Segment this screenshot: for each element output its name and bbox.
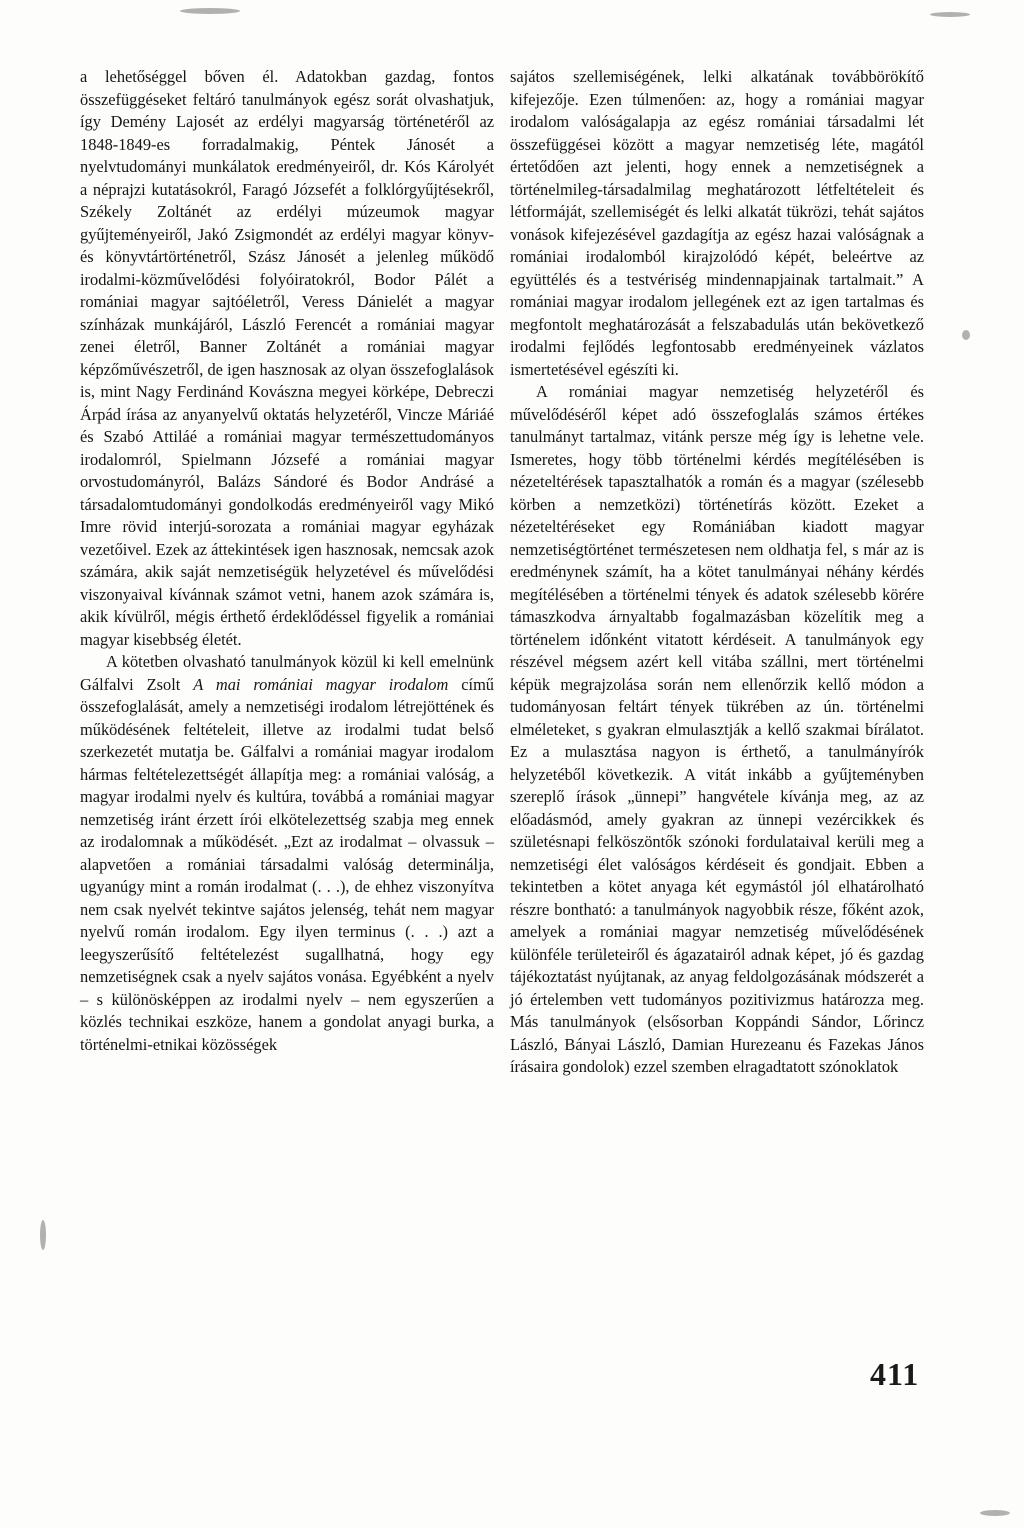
left-column	[80, 66, 494, 1056]
paragraph-text: A kötetben olvasható tanulmányok közül ki kell emelnünk Gálfalvi Zsolt	[80, 652, 494, 694]
right-column	[510, 66, 924, 1079]
scan-speck	[962, 330, 970, 340]
paragraph: a lehetőséggel bőven él. Adatokban gazdag, fontos összefüggéseket feltáró tanulmányok egész sorát olvashatjuk, így Demény Lajosét az erdélyi magyarság történetéről az 1848-1849-es forradalmakig, Péntek Jánosét a nyelvtudományi munkálatok eredményeiről, dr. Kós Károlyét a néprajzi kutatásokról, Faragó Józsefét a folklórgyűjtésekről, Székely Zoltánét az erdélyi múzeumok magyar gyűjteményeiről, Jakó Zsigmondét az erdélyi magyar könyv- és könyvtártörténetről, Szász Jánosét a jelenleg működő irodalmi-közművelődési folyóiratokról, Bodor Pálét a romániai magyar sajtóéletről, Veress Dánielét a magyar színházak munkájáról, László Ferencét a romániai magyar zenei életről, Banner Zoltánét a romániai magyar képzőművészetről, de igen hasznosak az olyan összefoglalások is, mint Nagy Ferdinánd Kovászna megyei körképe, Debreczi Árpád írása az anyanyelvű oktatás helyzetéről, Vincze Máriáé és Szabó Attiláé a romániai magyar természettudományos irodalomról, Spielmann Józsefé a romániai magyar orvostudományról, Balázs Sándoré és Bodor Andrásé a társadalomtudományi gondolkodás eredményeiről vagy Mikó Imre rövid interjú-sorozata a romániai magyar egyházak vezetőivel. Ezek az áttekintések igen hasznosak, nemcsak azok számára, akik saját nemzetiségük helyzetével és művelődési viszonyaival kívánnak számot vetni, hanem azok számára is, akik kívülről, mégis érthető érdeklődéssel figyelik a romániai magyar kisebbség életét.	[80, 67, 494, 649]
scan-speck	[40, 1220, 46, 1250]
paragraph: sajátos szellemiségének, lelki alkatának továbbörökítő kifejezője. Ezen túlmenően: az, hogy a romániai magyar irodalom valóságalapja az egész romániai társadalmi lét összefüggései között a magyar nemzetiség léte, magától értetődően azt jelenti, hogy ennek a nemzetiségnek a történelmileg-társadalmilag meghatározott létfeltételeit és létformáját, szellemiségét és lelki alkatát tükrözi, tehát sajátos vonások kifejezésével gazdagítja az egész hazai valóságnak a romániai irodalomból kirajzolódó képét, beleértve az együttélés és a testvériség mindennapjainak tartalmait.” A romániai magyar irodalom jellegének ezt az igen tartalmas és megfontolt meghatározását a felszabadulás után bekövetkező irodalmi fejlődés legfontosabb eredményeinek vázlatos ismertetésével egészíti ki.	[510, 67, 924, 379]
scan-speck	[180, 8, 240, 14]
paragraph	[80, 651, 494, 1056]
paragraph-text: című összefoglalását, amely a nemzetiségi irodalom létrejöttének és működésének feltételeit, illetve az irodalmi tudat belső szerkezetét mutatja be. Gálfalvi a romániai magyar irodalom hármas feltételezettségét állapítja meg: a romániai valóság, a magyar irodalmi nyelv és kultúra, továbbá a romániai magyar nemzetiség iránt érzett írói elkötelezettség szabja meg ennek az irodalomnak a működését. „Ezt az irodalmat – olvassuk – alapvetően a romániai társadalmi valóság determinálja, ugyanúgy mint a román irodalmat (. . .), de ehhez viszonyítva nem csak nyelvét tekintve sajátos jelenség, tehát nem magyar nyelvű román irodalom. Egy ilyen terminus (. . .) azt a leegyszerűsítő feltételezést sugallhatná, hogy egy nemzetiségnek csak a nyelv sajátos vonása. Egyébként a nyelv – s különösképpen az irodalmi nyelv – nem egyszerűen a közlés technikai eszköze, hanem a gondolat anyagi burka, a történelmi-etnikai közösségek	[80, 674, 495, 1054]
book-title: A mai romániai magyar irodalom	[193, 674, 449, 694]
page-number: 411	[870, 1356, 920, 1392]
scan-speck	[980, 1510, 1010, 1516]
scan-speck	[930, 12, 970, 17]
paragraph: A romániai magyar nemzetiség helyzetéről és művelődéséről képet adó összefoglalás számos értékes tanulmányt tartalmaz, vitánk persze még így is lehetne vele. Ismeretes, hogy több történelmi kérdés megítélésében is nézeteltérések tapasztalhatók a román és a magyar (szélesebb körben a nemzetközi) történetírás között. Ezeket a nézeteltéréseket egy Romániában kiadott magyar nemzetiségtörténet természetesen nem oldhatja fel, s már az is eredménynek számít, ha a kötet tanulmányai néhány kérdés megítélésében a történelmi tények és adatok szélesebb körére támaszkodva árnyaltabb fogalmazásban közelítik meg a történelem időnként vitatott kérdéseit. A tanulmányok egy részével mégsem azért kell vitába szállni, mert történelmi képük megrajzolása során nem ellenőrzik kellő módon a tudományosan feltárt tények tükrében az ún. történelmi elméleteket, s gyakran elmulasztják a kellő szakmai bírálatot. Ez a mulasztása nagyon is érthető, a tanulmányírók helyzetéből következik. A vitát inkább a gyűjteményben szereplő írások „ünnepi” hangvétele kívánja meg, az az előadásmód, amely gyakran az ünnepi vezércikkek és születésnapi felköszöntők szónoki fordulataival kerüli meg a nemzetiségi élet valóságos kérdéseit és gondjait. Ebben a tekintetben a kötet anyaga két egymástól jól elhatárolható részre bontható: a tanulmányok nagyobbik része, főként azok, amelyek a romániai magyar nemzetiség művelődésének különféle területeiről és ágazatairól adnak képet, jó és gazdag tájékoztatást nyújtanak, az anyag feldolgozásának módszerét a jó értelemben vett tudományos pozitivizmus határozza meg. Más tanulmányok (elsősorban Koppándi Sándor, Lőrincz László, Bányai László, Damian Hurezeanu és Fazekas János írásaira gondolok) ezzel szemben elragadtatott szónoklatok	[510, 382, 924, 1076]
